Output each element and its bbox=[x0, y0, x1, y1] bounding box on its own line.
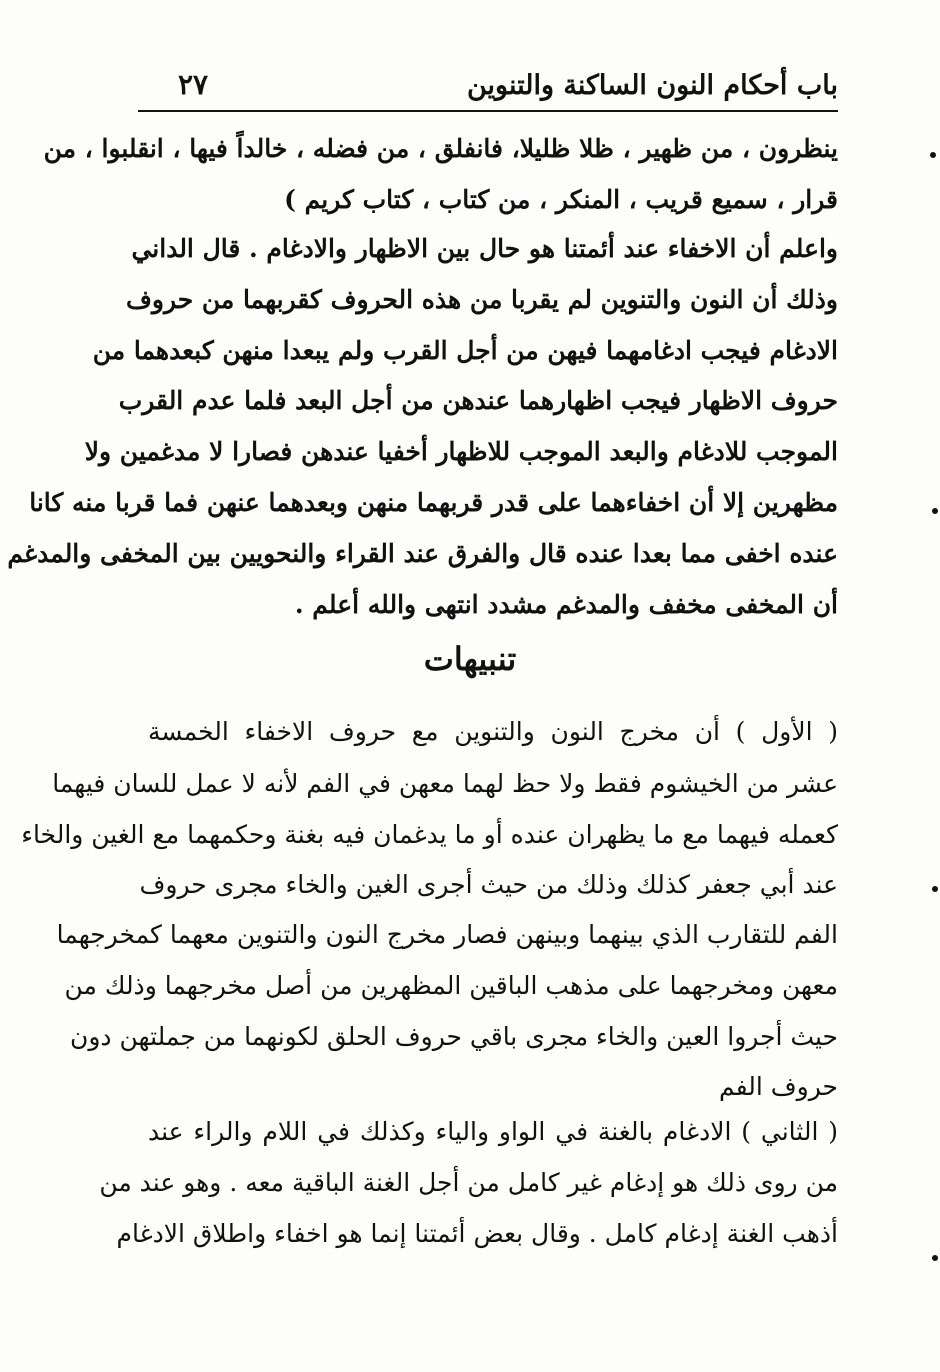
text-line: قرار ، سميع قريب ، المنكر ، من كتاب ، كتاب كريم ) bbox=[284, 185, 838, 214]
text-line: وذلك أن النون والتنوين لم يقربا من هذه الحروف كقربهما من حروف bbox=[125, 285, 838, 314]
text-line: أذهب الغنة إدغام كامل . وقال بعض أئمتنا إنما هو اخفاء واطلاق الادغام bbox=[116, 1219, 838, 1248]
text-line: الادغام فيجب ادغامهما فيهن من أجل القرب ولم يبعدا منهن كبعدهما من bbox=[92, 336, 838, 365]
scan-mark bbox=[932, 508, 938, 514]
text-line: عشر من الخيشوم فقط ولا حظ لهما معهن في الفم لأنه لا عمل للسان فيهما bbox=[52, 769, 838, 798]
text-line: عنده اخفى مما بعدا عنده قال والفرق عند القراء والنحويين بين المخفى والمدغم bbox=[7, 539, 838, 568]
running-header-title: باب أحكام النون الساكنة والتنوين bbox=[466, 70, 838, 101]
text-line: الموجب للادغام والبعد الموجب للاظهار أخفيا عندهن فصارا لا مدغمين ولا bbox=[84, 437, 838, 466]
section-heading: تنبيهات bbox=[423, 640, 517, 678]
page-number: ٢٧ bbox=[178, 68, 209, 101]
text-line: مظهرين إلا أن اخفاءهما على قدر قربهما منهن وبعدهما عنهن فما قربا منه كانا bbox=[29, 488, 838, 517]
text-line: معهن ومخرجهما على مذهب الباقين المظهرين من أصل مخرجهما وذلك من bbox=[64, 971, 838, 1000]
text-line: ( الثاني ) الادغام بالغنة في الواو والياء وكذلك في اللام والراء عند bbox=[148, 1117, 838, 1146]
text-line: الفم للتقارب الذي بينهما وبينهن فصار مخرج النون والتنوين معهما كمخرجهما bbox=[56, 920, 838, 949]
header-rule bbox=[138, 110, 838, 112]
scan-mark bbox=[932, 886, 938, 892]
scan-mark bbox=[932, 1255, 938, 1261]
scan-mark bbox=[930, 152, 936, 158]
text-line: من روى ذلك هو إدغام غير كامل من أجل الغنة الباقية معه . وهو عند من bbox=[99, 1168, 838, 1197]
text-line: ( الأول ) أن مخرج النون والتنوين مع حروف الاخفاء الخمسة bbox=[148, 717, 838, 746]
text-line: حروف الفم bbox=[718, 1072, 838, 1101]
text-line: أن المخفى مخفف والمدغم مشدد انتهى والله أعلم . bbox=[294, 590, 838, 619]
text-line: واعلم أن الاخفاء عند أئمتنا هو حال بين الاظهار والادغام . قال الداني bbox=[131, 234, 838, 263]
text-line: ينظرون ، من ظهير ، ظلا ظليلا، فانفلق ، من فضله ، خالداً فيها ، انقلبوا ، من bbox=[43, 134, 838, 163]
text-line: حيث أجروا العين والخاء مجرى باقي حروف الحلق لكونهما من جملتهن دون bbox=[70, 1022, 838, 1051]
running-header bbox=[138, 62, 838, 108]
text-line: عند أبي جعفر كذلك وذلك من حيث أجرى الغين والخاء مجرى حروف bbox=[139, 870, 838, 899]
text-line: حروف الاظهار فيجب اظهارهما عندهن من أجل البعد فلما عدم القرب bbox=[118, 386, 838, 415]
text-line: كعمله فيهما مع ما يظهران عنده أو ما يدغمان فيه بغنة وحكمهما مع الغين والخاء bbox=[21, 820, 838, 849]
